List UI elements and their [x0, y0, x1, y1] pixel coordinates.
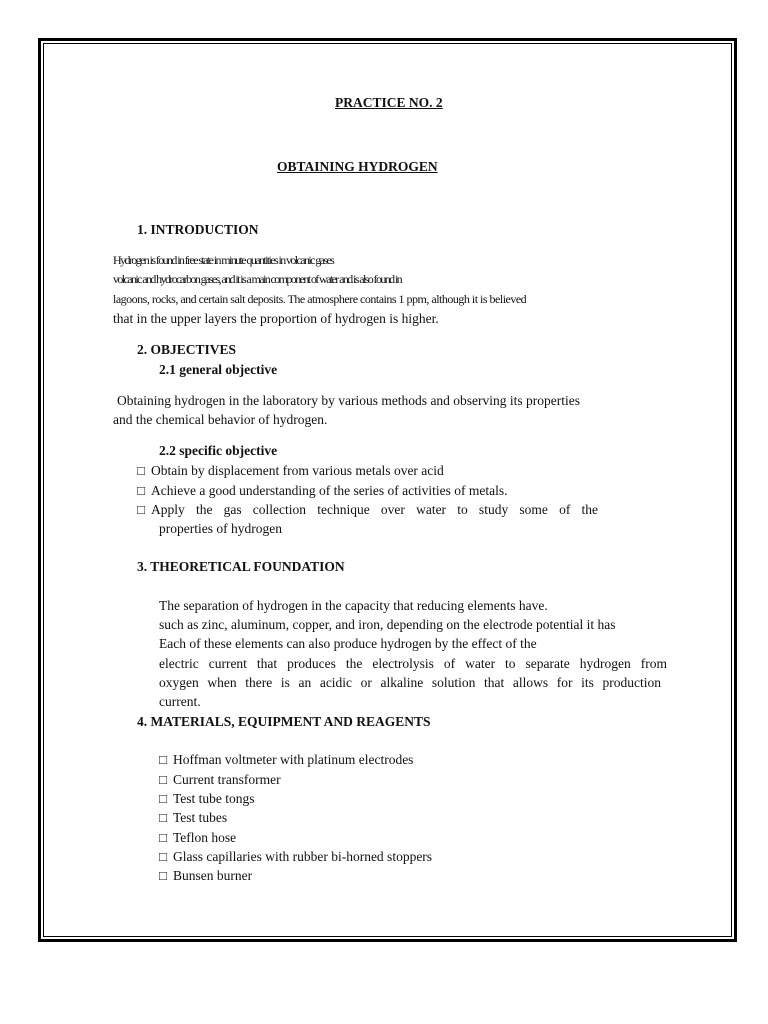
materials-item	[159, 810, 227, 826]
checkbox-bullet-icon: □	[159, 772, 168, 787]
materials-item	[159, 752, 413, 768]
materials-item	[159, 772, 281, 788]
general-objective-line-1: Obtaining hydrogen in the laboratory by various methods and observing its properties	[117, 393, 581, 408]
introduction-line-3: lagoons, rocks, and certain salt deposits. The atmosphere contains 1 ppm, although it is believed	[113, 292, 527, 306]
checkbox-bullet-icon: □	[159, 830, 168, 845]
specific-objective-heading: 2.2 specific objective	[159, 443, 278, 458]
checkbox-bullet-icon: □	[159, 868, 168, 883]
specific-objective-item	[137, 463, 444, 479]
materials-item-text: Bunsen burner	[173, 868, 253, 883]
section-introduction-heading: 1. INTRODUCTION	[137, 222, 259, 237]
materials-item	[159, 849, 432, 865]
document-title-text: PRACTICE NO. 2	[335, 95, 443, 110]
specific-objective-text: Obtain by displacement from various metals over acid	[151, 463, 444, 478]
materials-item-text: Test tubes	[173, 810, 228, 825]
theory-line-2: such as zinc, aluminum, copper, and iron, depending on the electrode potential it has	[159, 617, 616, 632]
general-objective-line-2: and the chemical behavior of hydrogen.	[113, 412, 328, 427]
checkbox-bullet-icon: □	[159, 752, 168, 767]
specific-objective-text: Achieve a good understanding of the series of activities of metals.	[151, 483, 508, 498]
checkbox-bullet-icon: □	[159, 791, 168, 806]
theory-line-5: oxygen when there is an acidic or alkaline solution that allows for its production	[159, 675, 661, 690]
materials-item	[159, 830, 236, 846]
document-subtitle: OBTAINING HYDROGEN	[277, 159, 438, 174]
theory-line-1: The separation of hydrogen in the capacity that reducing elements have.	[159, 598, 548, 613]
materials-item-text: Glass capillaries with rubber bi-horned stoppers	[173, 849, 433, 864]
checkbox-bullet-icon: □	[137, 483, 146, 498]
specific-objective-item	[137, 483, 508, 499]
materials-item-text: Hoffman voltmeter with platinum electrodes	[173, 752, 414, 767]
materials-item-text: Teflon hose	[173, 830, 237, 845]
materials-item-text: Test tube tongs	[173, 791, 255, 806]
theory-line-6: current.	[159, 694, 201, 709]
introduction-line-4: that in the upper layers the proportion of hydrogen is higher.	[113, 311, 439, 326]
checkbox-bullet-icon: □	[137, 502, 146, 517]
section-objectives-heading: 2. OBJECTIVES	[137, 342, 237, 357]
specific-objective-text: Apply the gas collection technique over water to study some of the	[151, 502, 598, 517]
specific-objective-continuation: properties of hydrogen	[159, 521, 282, 536]
theory-line-3: Each of these elements can also produce hydrogen by the effect of the	[159, 636, 537, 651]
checkbox-bullet-icon: □	[159, 849, 168, 864]
materials-item	[159, 791, 255, 807]
section-materials-heading: 4. MATERIALS, EQUIPMENT AND REAGENTS	[137, 714, 431, 729]
materials-item-text: Current transformer	[173, 772, 281, 787]
section-theory-heading: 3. THEORETICAL FOUNDATION	[137, 559, 345, 574]
general-objective-heading: 2.1 general objective	[159, 362, 278, 377]
theory-line-4: electric current that produces the electrolysis of water to separate hydrogen from	[159, 656, 667, 671]
checkbox-bullet-icon: □	[137, 463, 146, 478]
checkbox-bullet-icon: □	[159, 810, 168, 825]
specific-objective-item	[137, 502, 598, 518]
introduction-line-2: volcanic and hydrocarbon gases, and it is a main component of water and is also found in	[113, 272, 402, 286]
introduction-line-1: Hydrogen is found in free state in minute quantities in volcanic gases	[113, 253, 334, 267]
document-title	[335, 95, 443, 111]
materials-item	[159, 868, 252, 884]
